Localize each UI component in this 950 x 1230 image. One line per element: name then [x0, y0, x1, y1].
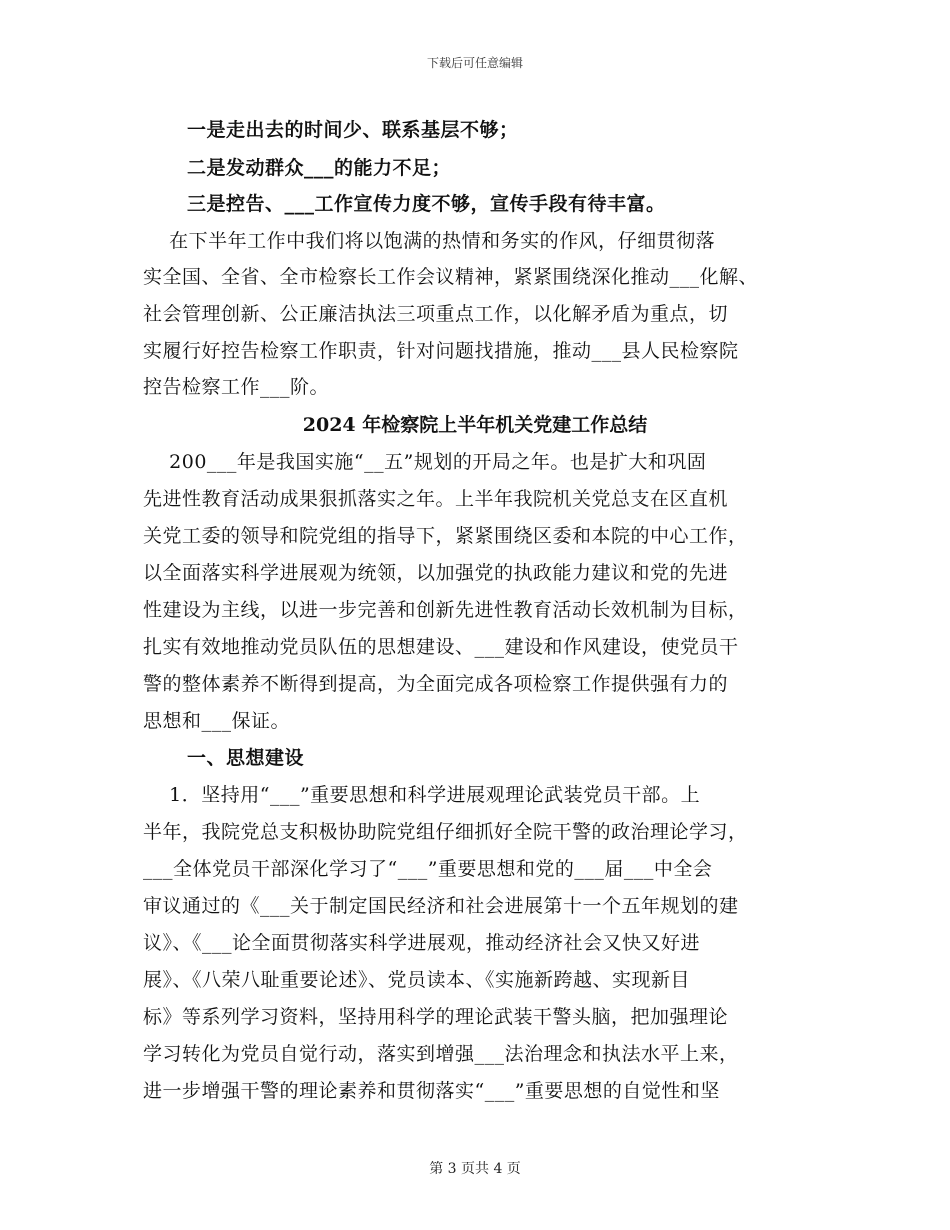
text-line: 展》、《八荣八耻重要论述》、党员读本、《实施新跨越、实现新目: [143, 969, 691, 991]
text-line: 先进性教育活动成果狠抓落实之年。上半年我院机关党总支在区直机: [143, 488, 729, 510]
text-line: 学习转化为党员自觉行动，落实到增强___法治理念和执法水平上来，: [143, 1043, 739, 1065]
text-line: 实履行好控告检察工作职责，针对问题找措施，推动___县人民检察院: [143, 340, 739, 362]
text-line: 1．坚持用“___”重要思想和科学进展观理论武装党员干部。上: [143, 784, 701, 806]
text-line: 审议通过的《___关于制定国民经济和社会进展第十一个五年规划的建: [143, 895, 739, 917]
text-line: 扎实有效地推动党员队伍的思想建设、___建设和作风建设，使党员干: [143, 636, 739, 658]
text-line: 思想和___保证。: [143, 710, 291, 732]
text-line: 以全面落实科学进展观为统领，以加强党的执政能力建议和党的先进: [143, 562, 729, 584]
text-line: 三是控告、___工作宣传力度不够，宣传手段有待丰富。: [187, 193, 666, 215]
text-line: 二是发动群众___的能力不足；: [187, 157, 452, 179]
text-line: 警的整体素养不断得到提高，为全面完成各项检察工作提供强有力的: [143, 673, 729, 695]
text-line: 200___年是我国实施“__五”规划的开局之年。也是扩大和巩固: [143, 451, 707, 473]
section-heading: 一、思想建设: [187, 747, 305, 769]
page-header: 下载后可任意编辑: [426, 56, 523, 70]
text-line: 社会管理创新、公正廉洁执法三项重点工作，以化解矛盾为重点，切: [143, 303, 729, 325]
text-line: 议》、《___论全面贯彻落实科学进展观，推动经济社会又快又好进: [143, 932, 701, 954]
text-line: ___全体党员干部深化学习了“___”重要思想和党的___届___中全会: [143, 858, 713, 880]
text-line: 在下半年工作中我们将以饱满的热情和务实的作风，仔细贯彻落: [143, 230, 716, 252]
text-line: 性建设为主线，以进一步完善和创新先进性教育活动长效机制为目标，: [143, 599, 748, 621]
text-line: 进一步增强干警的理论素养和贯彻落实“___”重要思想的自觉性和坚: [143, 1080, 720, 1102]
page-footer: 第 3 页共 4 页: [429, 1161, 521, 1177]
text-line: 标》等系列学习资料，坚持用科学的理论武装干警头脑，把加强理论: [143, 1006, 729, 1028]
text-line: 关党工委的领导和院党组的指导下，紧紧围绕区委和本院的中心工作，: [143, 525, 748, 547]
text-line: 实全国、全省、全市检察长工作会议精神，紧紧围绕深化推动___化解、: [143, 266, 759, 288]
document-title: 2024 年检察院上半年机关党建工作总结: [302, 414, 648, 436]
text-line: 一是走出去的时间少、联系基层不够；: [187, 119, 519, 141]
text-line: 半年，我院党总支积极协助院党组仔细抓好全院干警的政治理论学习，: [143, 821, 748, 843]
text-line: 控告检察工作___阶。: [143, 376, 330, 398]
